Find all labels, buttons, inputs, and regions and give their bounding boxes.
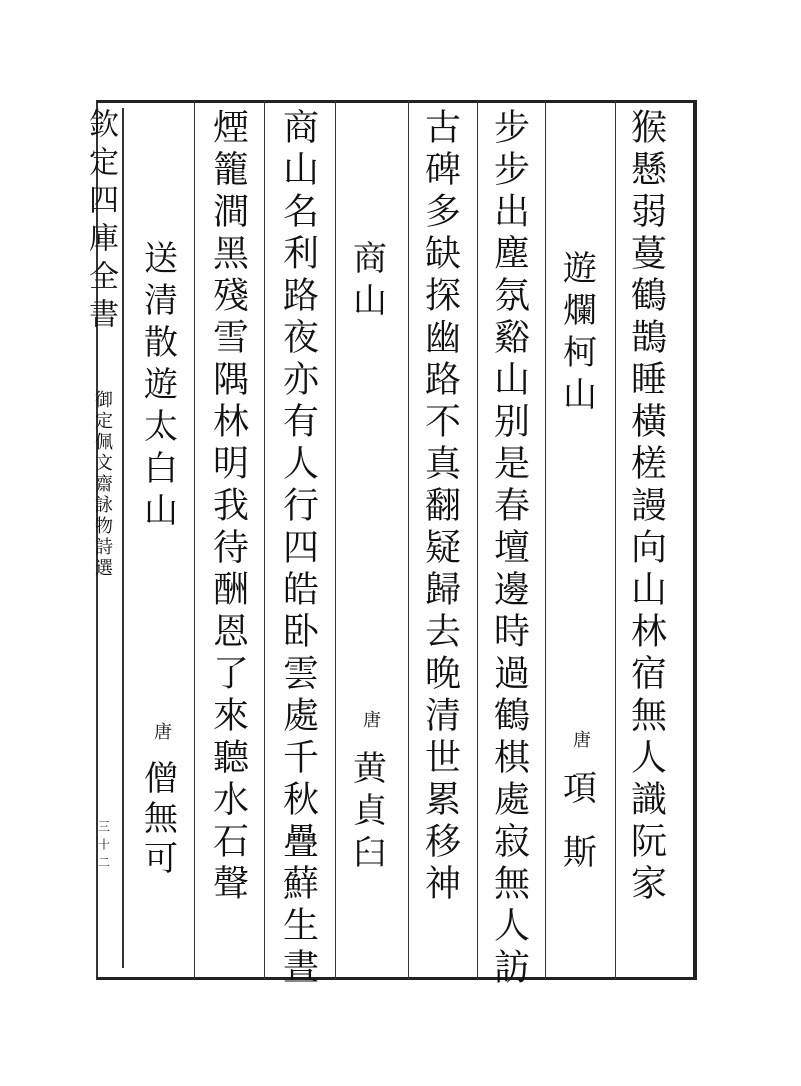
- poem-title-2: 商山: [346, 240, 387, 324]
- page-border: [96, 100, 697, 980]
- dynasty-label-1: 唐: [570, 730, 591, 754]
- text-column-2: 步步出塵氛谿山别是春壇邊時過鶴棋處寂無人訪: [488, 108, 530, 990]
- dynasty-label-2: 唐: [360, 710, 381, 734]
- column-rule: [477, 100, 478, 980]
- text-column-1: 猴懸弱蔓鶴鵲睡橫槎謾向山林宿無人識阮家: [625, 108, 667, 906]
- poem-title-1: 遊爛柯山: [556, 250, 597, 418]
- column-rule: [335, 100, 336, 980]
- text-column-5: 煙籠澗黑殘雪隅林明我待酬恩了來聽水石聲: [207, 108, 249, 906]
- column-rule: [194, 100, 195, 980]
- column-rule: [615, 100, 616, 980]
- collection-title: 御定佩文齋詠物詩選: [92, 390, 113, 579]
- author-3: 僧無可: [137, 760, 178, 880]
- text-column-4: 商山名利路夜亦有人行四皓卧雲處千秋疊蘚生晝: [277, 108, 319, 990]
- poem-title-3: 送清散遊太白山: [137, 240, 178, 534]
- author-2: 黄貞臼: [346, 750, 387, 876]
- book-title: 欽定四庫全書: [83, 108, 118, 336]
- column-rule: [545, 100, 546, 980]
- column-rule: [408, 100, 409, 980]
- author-1: 項斯: [556, 770, 597, 898]
- text-column-3: 古碑多缺探幽路不真翻疑歸去晚清世累移神: [419, 108, 461, 906]
- column-rule: [264, 100, 265, 980]
- dynasty-label-3: 唐: [151, 722, 172, 746]
- page-number: 三十二: [96, 820, 111, 874]
